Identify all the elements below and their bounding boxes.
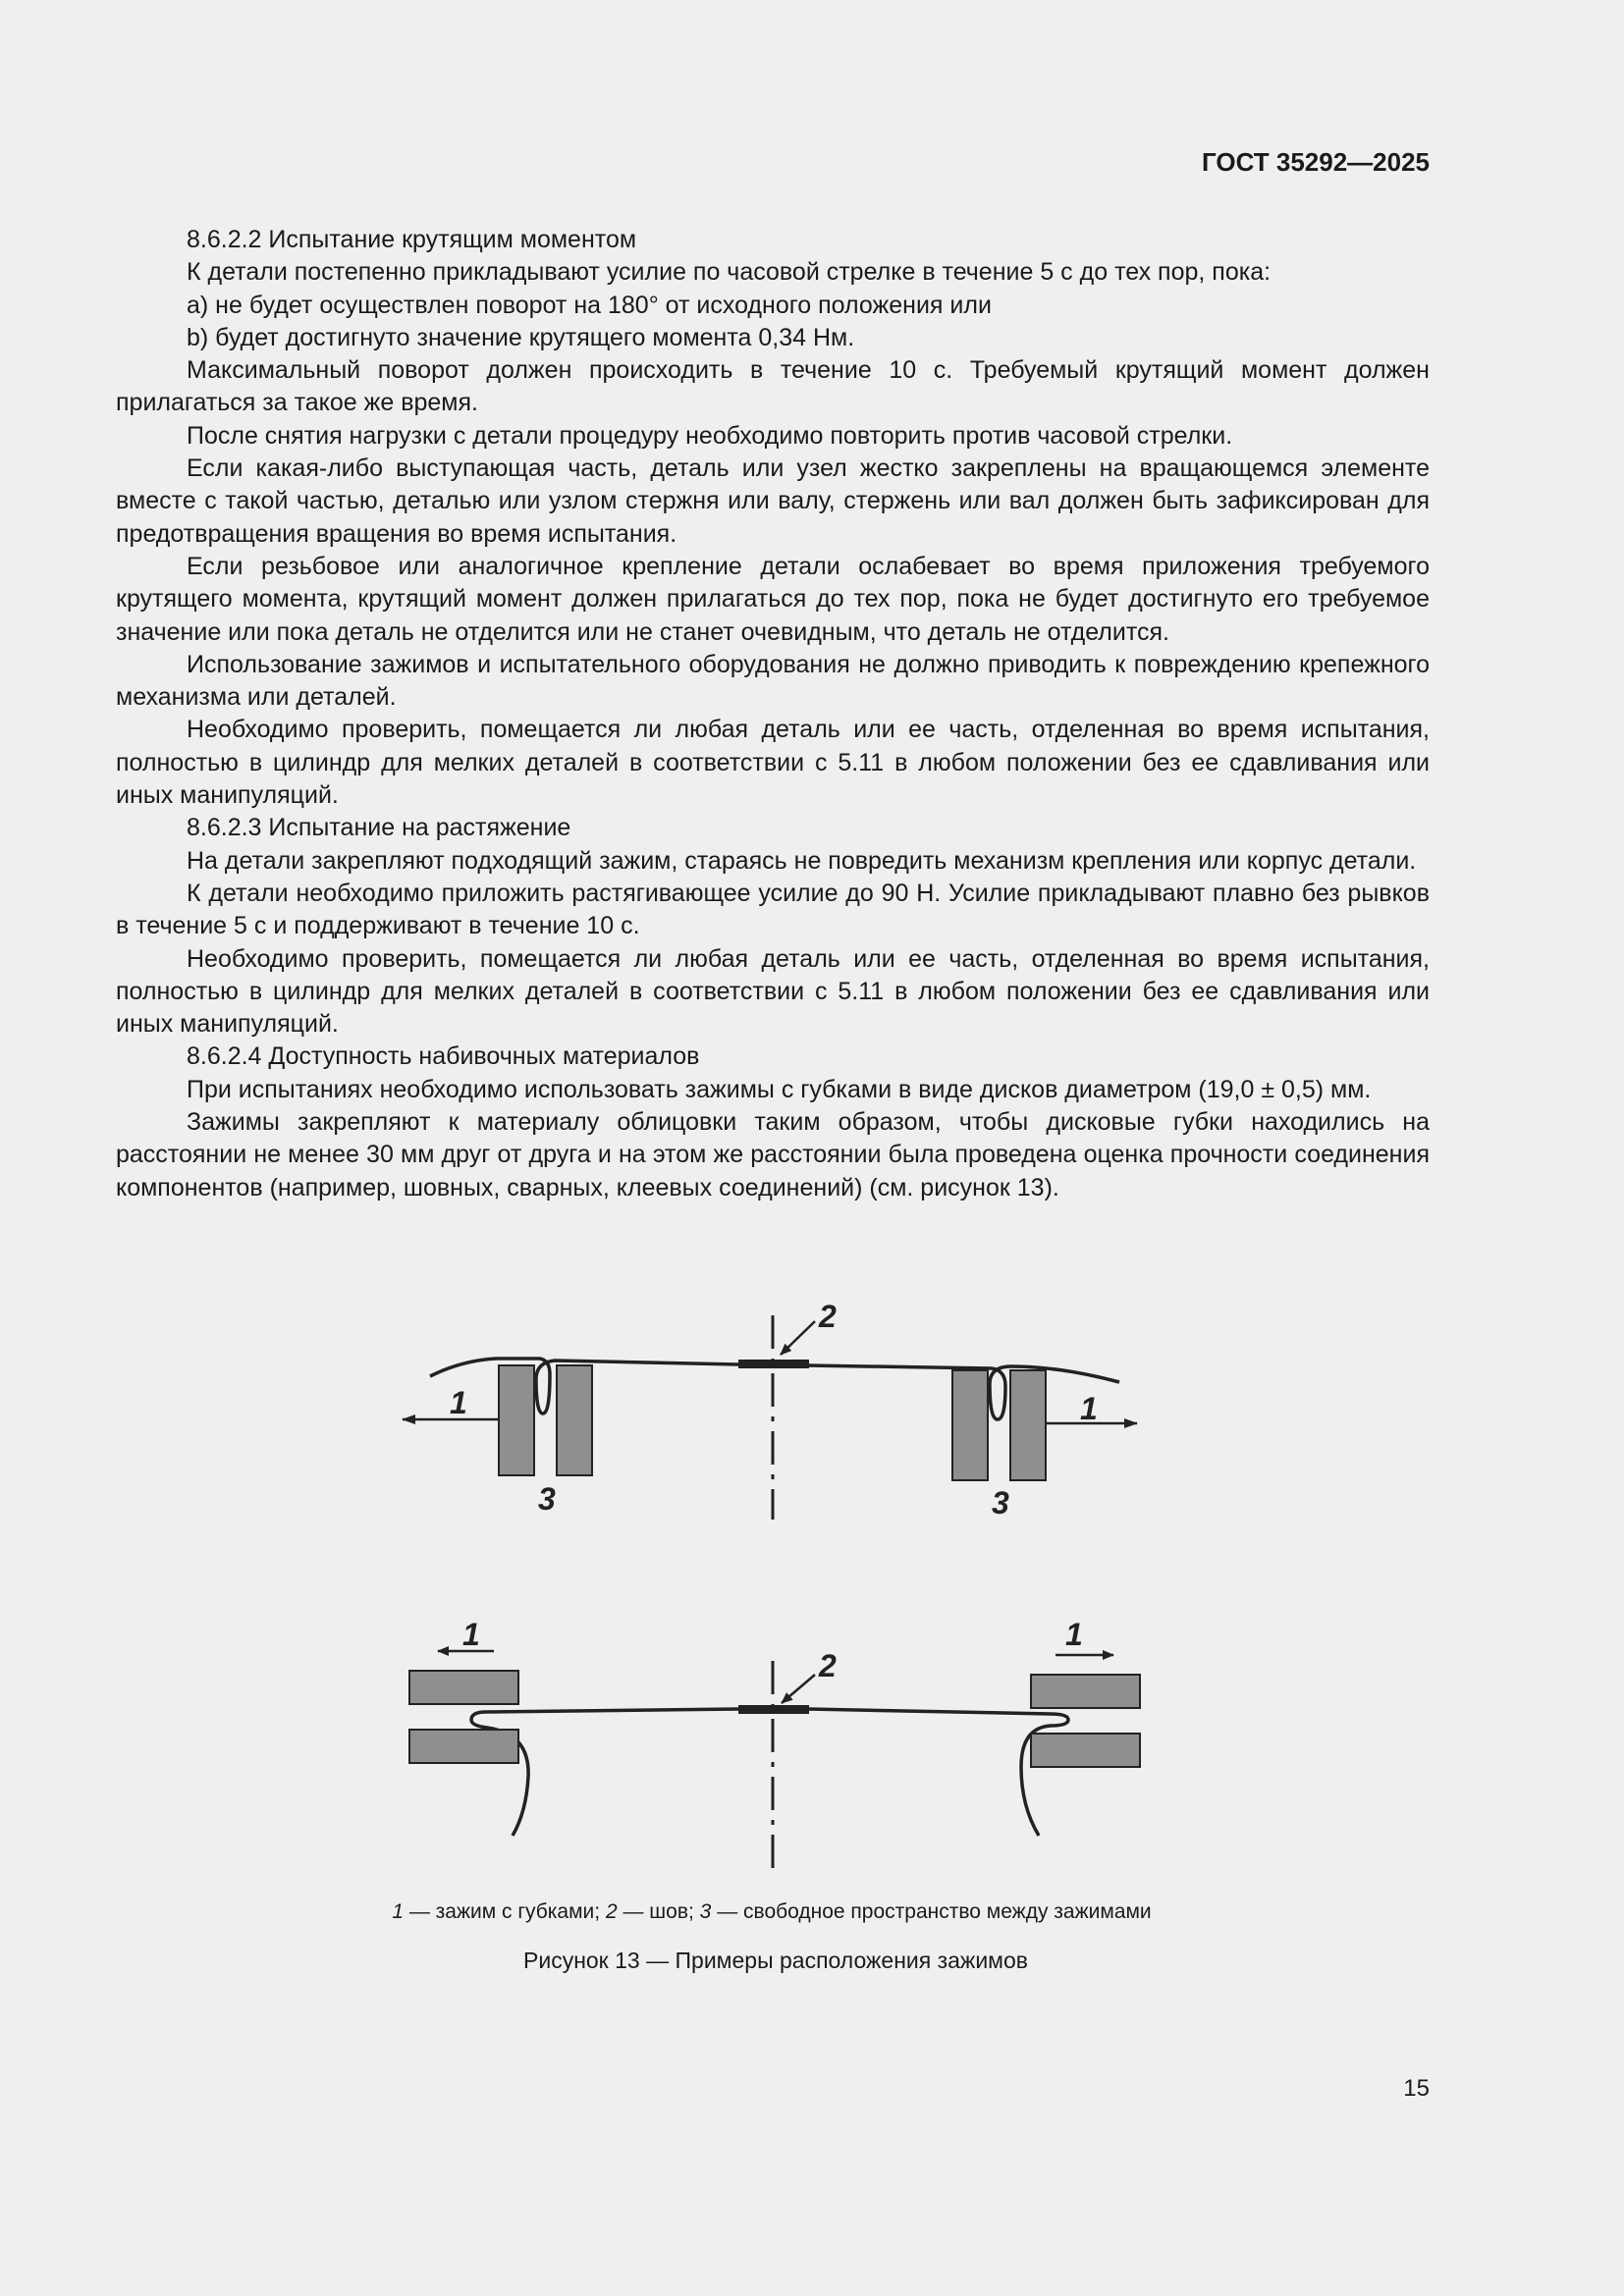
legend-text: — зажим с губками; xyxy=(404,1900,606,1923)
label-seam: 2 xyxy=(819,1648,837,1683)
paragraph: Максимальный поворот должен происходить в течение 10 с. Требуемый крутящий момент должен прилагаться за такое же время. xyxy=(116,356,1430,417)
fabric-line xyxy=(808,1709,1068,1836)
label-space: 3 xyxy=(538,1481,556,1517)
subsection-heading: 8.6.2.2 Испытание крутящим моментом xyxy=(187,226,637,253)
seam-mark xyxy=(738,1360,809,1368)
fabric-line xyxy=(471,1709,738,1836)
legend-number: 1 xyxy=(392,1900,404,1923)
top-diagram xyxy=(403,1299,1137,1521)
document-id: ГОСТ 35292—2025 xyxy=(1202,147,1430,177)
bottom-diagram xyxy=(409,1617,1140,1870)
label-clamp: 1 xyxy=(462,1617,480,1652)
seam-pointer xyxy=(782,1675,815,1703)
label-seam: 2 xyxy=(819,1299,837,1334)
list-item: a) не будет осуществлен поворот на 180° от исходного положения или xyxy=(187,291,992,319)
paragraph: Зажимы закрепляют к материалу облицовки таким образом, чтобы дисковые губки находились на расстоянии не менее 30 мм друг от друга и на этом же расстоянии была проведена оценка прочности соединения компонентов (например, шовных, сварных, клеевых соединений) (см. рисунок 13). xyxy=(116,1108,1430,1201)
subsection-heading: 8.6.2.4 Доступность набивочных материалов xyxy=(187,1042,700,1071)
paragraph: Необходимо проверить, помещается ли любая деталь или ее часть, отделенная во время испытания, полностью в цилиндр для мелких деталей в соответствии с 5.11 в любом положении без ее сдавливания или иных манипуляций. xyxy=(116,716,1430,810)
paragraph: На детали закрепляют подходящий зажим, стараясь не повредить механизм крепления или корпус детали. xyxy=(187,846,1417,875)
list-item: b) будет достигнуто значение крутящего момента 0,34 Нм. xyxy=(187,323,855,351)
clamp-jaw xyxy=(1031,1734,1140,1767)
clamp-diagram xyxy=(0,1286,1624,1875)
legend-text: — свободное пространство между зажимами xyxy=(711,1900,1152,1923)
paragraph: Если какая-либо выступающая часть, деталь или узел жестко закреплены на вращающемся элементе вместе с такой частью, деталью или узлом стержня или валу, стержень или вал должен быть зафиксирован для предотвращения вращения во время испытания. xyxy=(116,454,1430,548)
label-clamp: 1 xyxy=(1065,1617,1083,1652)
paragraph: Если резьбовое или аналогичное крепление детали ослабевает во время приложения требуемого крутящего момента, крутящий момент должен прилагаться до тех пор, пока не будет достигнуто его требуемое значение или пока деталь не отделится или не станет очевидным, что деталь не отделится. xyxy=(116,552,1430,646)
legend-text: — шов; xyxy=(617,1900,700,1923)
clamp-jaw xyxy=(952,1370,988,1480)
paragraph: К детали необходимо приложить растягивающее усилие до 90 Н. Усилие прикладывают плавно без рывков в течение 5 с и поддерживают в течение 10 с. xyxy=(116,879,1430,940)
seam-mark xyxy=(738,1705,809,1714)
clamp-jaw xyxy=(1010,1370,1046,1480)
seam-pointer xyxy=(781,1321,815,1355)
paragraph: Необходимо проверить, помещается ли любая деталь или ее часть, отделенная во время испытания, полностью в цилиндр для мелких деталей в соответствии с 5.11 в любом положении без ее сдавливания или иных манипуляций. xyxy=(116,944,1430,1039)
figure-legend xyxy=(0,1900,1543,1924)
paragraph: После снятия нагрузки с детали процедуру необходимо повторить против часовой стрелки. xyxy=(187,421,1233,450)
clamp-jaw xyxy=(409,1730,518,1763)
label-space: 3 xyxy=(992,1485,1009,1521)
page-number: 15 xyxy=(1403,2075,1430,2102)
clamp-jaw xyxy=(1031,1675,1140,1708)
clamp-jaw xyxy=(557,1365,592,1475)
body-text xyxy=(116,224,1430,1204)
label-clamp: 1 xyxy=(1080,1391,1098,1426)
legend-number: 2 xyxy=(605,1900,618,1923)
label-clamp: 1 xyxy=(450,1385,467,1420)
paragraph: К детали постепенно прикладывают усилие по часовой стрелке в течение 5 с до тех пор, пока: xyxy=(187,258,1272,287)
legend-number: 3 xyxy=(699,1900,712,1923)
clamp-jaw xyxy=(409,1671,518,1704)
clamp-jaw xyxy=(499,1365,534,1475)
paragraph: Использование зажимов и испытательного оборудования не должно приводить к повреждению крепежного механизма или деталей. xyxy=(116,650,1430,712)
subsection-heading: 8.6.2.3 Испытание на растяжение xyxy=(187,814,571,842)
figure-caption: Рисунок 13 — Примеры расположения зажимов xyxy=(523,1948,1028,1973)
paragraph: При испытаниях необходимо использовать зажимы с губками в виде дисков диаметром (19,0 ± 0,5) мм. xyxy=(187,1075,1372,1103)
